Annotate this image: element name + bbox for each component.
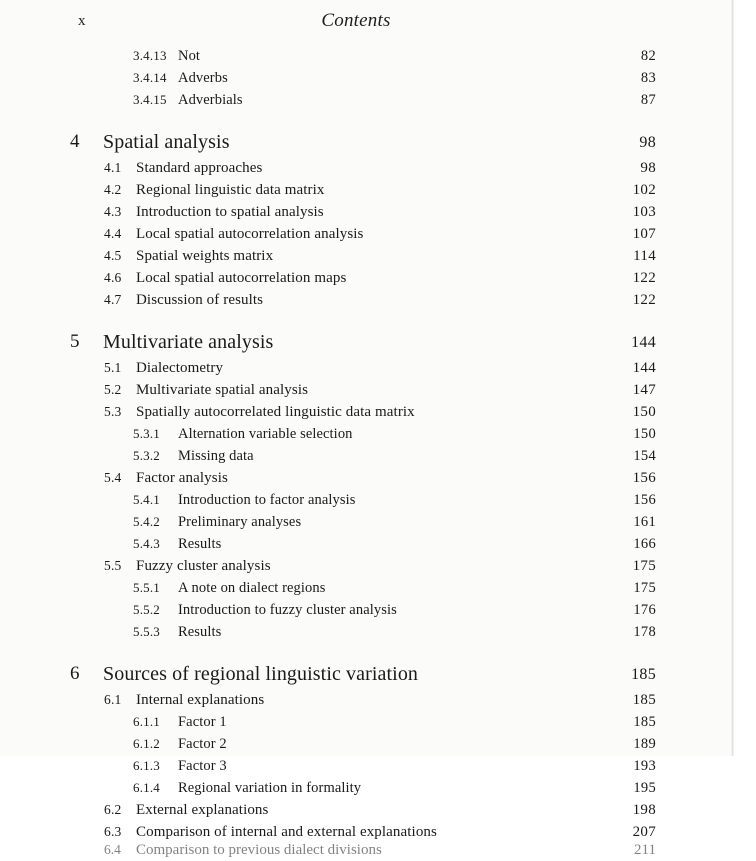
toc-entry-number: 4.7: [104, 292, 122, 307]
toc-entry-page-number: 150: [633, 426, 656, 442]
toc-entry-title: Factor 1: [178, 714, 227, 730]
toc-entry-title: Not: [178, 48, 201, 64]
toc-entry-number: 4.5: [104, 248, 122, 263]
chapter-gap: [0, 643, 712, 659]
toc-entry-number: 5.4.1: [133, 492, 160, 507]
page-outer-margin: [734, 0, 756, 756]
toc-entry-page-number: 150: [632, 404, 656, 420]
toc-entry-page-number: 176: [633, 602, 656, 618]
toc-entry-page-number: 175: [633, 580, 656, 596]
toc-entry-title: A note on dialect regions: [178, 580, 326, 596]
toc-entry-page-number: 166: [633, 536, 656, 552]
toc-entry-number: 5.3: [104, 404, 122, 419]
toc-entry-page-number: 122: [632, 270, 656, 286]
toc-section-entry[interactable]: [0, 689, 712, 711]
toc-entry-title: Multivariate analysis: [103, 331, 274, 353]
toc-clipped-entry-inner: [0, 839, 712, 861]
toc-entry-title: Factor analysis: [136, 470, 228, 486]
toc-section-entry[interactable]: [0, 179, 712, 201]
toc-entry-page-number: 178: [633, 624, 656, 640]
toc-entry-title: Spatially autocorrelated linguistic data matrix: [136, 404, 415, 420]
toc-entry-page-number: 211: [634, 842, 656, 858]
toc-entry-title: Results: [178, 536, 222, 552]
toc-entry-number: 5.5: [104, 558, 122, 573]
toc-entry-title: Comparison of internal and external explanations: [136, 824, 437, 840]
toc-entry-number: 5.1: [104, 360, 122, 375]
toc-entry-title: Factor 2: [178, 736, 227, 752]
toc-entry-number: 5: [70, 331, 80, 352]
toc-entry-page-number: 156: [633, 492, 656, 508]
toc-entry-page-number: 185: [633, 714, 656, 730]
toc-section-entry[interactable]: [0, 45, 712, 67]
toc-entry-title: Internal explanations: [136, 692, 265, 708]
toc-section-entry[interactable]: [0, 533, 712, 555]
chapter-gap: [0, 111, 712, 127]
toc-section-entry[interactable]: [0, 733, 712, 755]
toc-entry-number: 3.4.15: [133, 92, 167, 107]
toc-section-entry[interactable]: [0, 711, 712, 733]
toc-entry-title: Regional variation in formality: [178, 780, 362, 796]
toc-entry-page-number: 185: [632, 692, 656, 708]
toc-entry-page-number: 144: [631, 334, 656, 351]
toc-entry-page-number: 98: [640, 160, 656, 176]
toc-entry-page-number: 87: [640, 92, 656, 108]
toc-section-entry[interactable]: [0, 223, 712, 245]
toc-section-entry[interactable]: [0, 621, 712, 643]
toc-section-entry[interactable]: [0, 599, 712, 621]
toc-entry-page-number: 103: [632, 204, 656, 220]
toc-entry-number: 4.4: [104, 226, 122, 241]
toc-entry-page-number: 175: [632, 558, 656, 574]
toc-entry-page-number: 107: [632, 226, 656, 242]
toc-entry-title: Preliminary analyses: [178, 514, 302, 530]
toc-clipped-entry[interactable]: [0, 842, 712, 858]
toc-entry-page-number: 83: [640, 70, 656, 86]
toc-section-entry[interactable]: [0, 245, 712, 267]
toc-section-entry[interactable]: [0, 357, 712, 379]
toc-section-entry[interactable]: [0, 511, 712, 533]
toc-entry-page-number: 144: [632, 360, 656, 376]
running-head: [0, 10, 712, 36]
toc-entry-page-number: 198: [632, 802, 656, 818]
toc-entry-page-number: 122: [632, 292, 656, 308]
toc-section-entry[interactable]: [0, 423, 712, 445]
toc-entry-page-number: 195: [633, 780, 656, 796]
toc-entry-page-number: 156: [632, 470, 656, 486]
toc-entry-number: 6.3: [104, 824, 122, 839]
toc-entry-number: 6: [70, 663, 80, 684]
toc-entry-number: 6.2: [104, 802, 122, 817]
toc-entry-number: 5.4.2: [133, 514, 160, 529]
toc-entry-number: 5.4: [104, 470, 122, 485]
toc-section-entry[interactable]: [0, 799, 712, 821]
toc-section-entry[interactable]: [0, 467, 712, 489]
toc-section-entry[interactable]: [0, 445, 712, 467]
toc-entry-title: Sources of regional linguistic variation: [103, 663, 419, 685]
toc-entry-number: 5.5.1: [133, 580, 160, 595]
toc-section-entry[interactable]: [0, 201, 712, 223]
toc-entry-title: Standard approaches: [136, 160, 263, 176]
toc-entry-title: Local spatial autocorrelation maps: [136, 270, 347, 286]
toc-entry-title: Factor 3: [178, 758, 227, 774]
toc-entry-number: 5.5.3: [133, 624, 160, 639]
toc-entry-number: 6.4: [104, 842, 121, 857]
toc-entry-title: Introduction to fuzzy cluster analysis: [178, 602, 397, 618]
chapter-gap: [0, 311, 712, 327]
toc-entry-number: 6.1.1: [133, 714, 160, 729]
toc-entry-page-number: 193: [633, 758, 656, 774]
toc-section-entry[interactable]: [0, 489, 712, 511]
toc-entry-title: Adverbials: [178, 92, 243, 108]
toc-section-entry[interactable]: [0, 777, 712, 799]
toc-entry-page-number: 147: [632, 382, 656, 398]
toc-chapter-entry[interactable]: [0, 327, 712, 357]
toc-entry-page-number: 98: [639, 134, 656, 151]
toc-chapter-entry[interactable]: [0, 127, 712, 157]
toc-entry-title: Comparison to previous dialect divisions: [136, 842, 382, 858]
toc-entry-title: Fuzzy cluster analysis: [136, 558, 271, 574]
toc-entry-number: 5.4.3: [133, 536, 160, 551]
toc-entry-title: Dialectometry: [136, 360, 224, 376]
toc-section-entry[interactable]: [0, 89, 712, 111]
toc-entry-page-number: 102: [632, 182, 656, 198]
page-title: Contents: [321, 10, 391, 31]
toc-entry-number: 6.1: [104, 692, 122, 707]
toc-section-entry[interactable]: [0, 755, 712, 777]
toc-section-entry[interactable]: [0, 401, 712, 423]
toc-entry-number: 4.6: [104, 270, 122, 285]
toc-entry-page-number: 161: [633, 514, 656, 530]
toc-chapter-entry[interactable]: [0, 659, 712, 689]
page-folio: x: [78, 13, 86, 29]
toc-entry-number: 6.1.3: [133, 758, 160, 773]
toc-entry-number: 4: [70, 131, 80, 152]
toc-entry-number: 4.3: [104, 204, 122, 219]
toc-entry-number: 6.1.4: [133, 780, 160, 795]
toc-entry-page-number: 185: [631, 666, 656, 683]
toc-entry-title: Spatial weights matrix: [136, 248, 274, 264]
toc-entry-page-number: 207: [632, 824, 656, 840]
toc-section-entry[interactable]: [0, 289, 712, 311]
toc-section-entry[interactable]: [0, 267, 712, 289]
toc-entry-page-number: 114: [633, 248, 656, 264]
toc-entry-page-number: 82: [640, 48, 656, 64]
toc-entry-title: Spatial analysis: [103, 131, 230, 153]
toc-section-entry[interactable]: [0, 555, 712, 577]
toc-section-entry[interactable]: [0, 67, 712, 89]
toc-entry-number: 5.3.1: [133, 426, 160, 441]
toc-entry-title: Introduction to factor analysis: [178, 492, 356, 508]
toc-entry-title: Multivariate spatial analysis: [136, 382, 309, 398]
toc-entry-title: Missing data: [178, 448, 254, 464]
toc-entry-number: 3.4.13: [133, 48, 167, 63]
toc-entry-page-number: 154: [633, 448, 656, 464]
toc-entry-title: Local spatial autocorrelation analysis: [136, 226, 364, 242]
toc-entry-number: 3.4.14: [133, 70, 167, 85]
toc-entry-number: 6.1.2: [133, 736, 160, 751]
toc-entry-title: Regional linguistic data matrix: [136, 182, 325, 198]
toc-entry-title: Adverbs: [178, 70, 228, 86]
toc-entry-number: 5.3.2: [133, 448, 160, 463]
toc-entry-title: Alternation variable selection: [178, 426, 353, 442]
toc-entry-number: 4.1: [104, 160, 122, 175]
toc-entry-number: 4.2: [104, 182, 122, 197]
toc-section-entry[interactable]: [0, 379, 712, 401]
toc-section-entry[interactable]: [0, 157, 712, 179]
toc-section-entry[interactable]: [0, 577, 712, 599]
toc-entry-number: 5.5.2: [133, 602, 160, 617]
toc-entry-title: Introduction to spatial analysis: [136, 204, 324, 220]
toc-entry-title: Discussion of results: [136, 292, 264, 308]
toc-entry-number: 5.2: [104, 382, 122, 397]
table-of-contents: [0, 45, 712, 858]
toc-entry-title: External explanations: [136, 802, 269, 818]
toc-entry-page-number: 189: [633, 736, 656, 752]
toc-entry-title: Results: [178, 624, 222, 640]
